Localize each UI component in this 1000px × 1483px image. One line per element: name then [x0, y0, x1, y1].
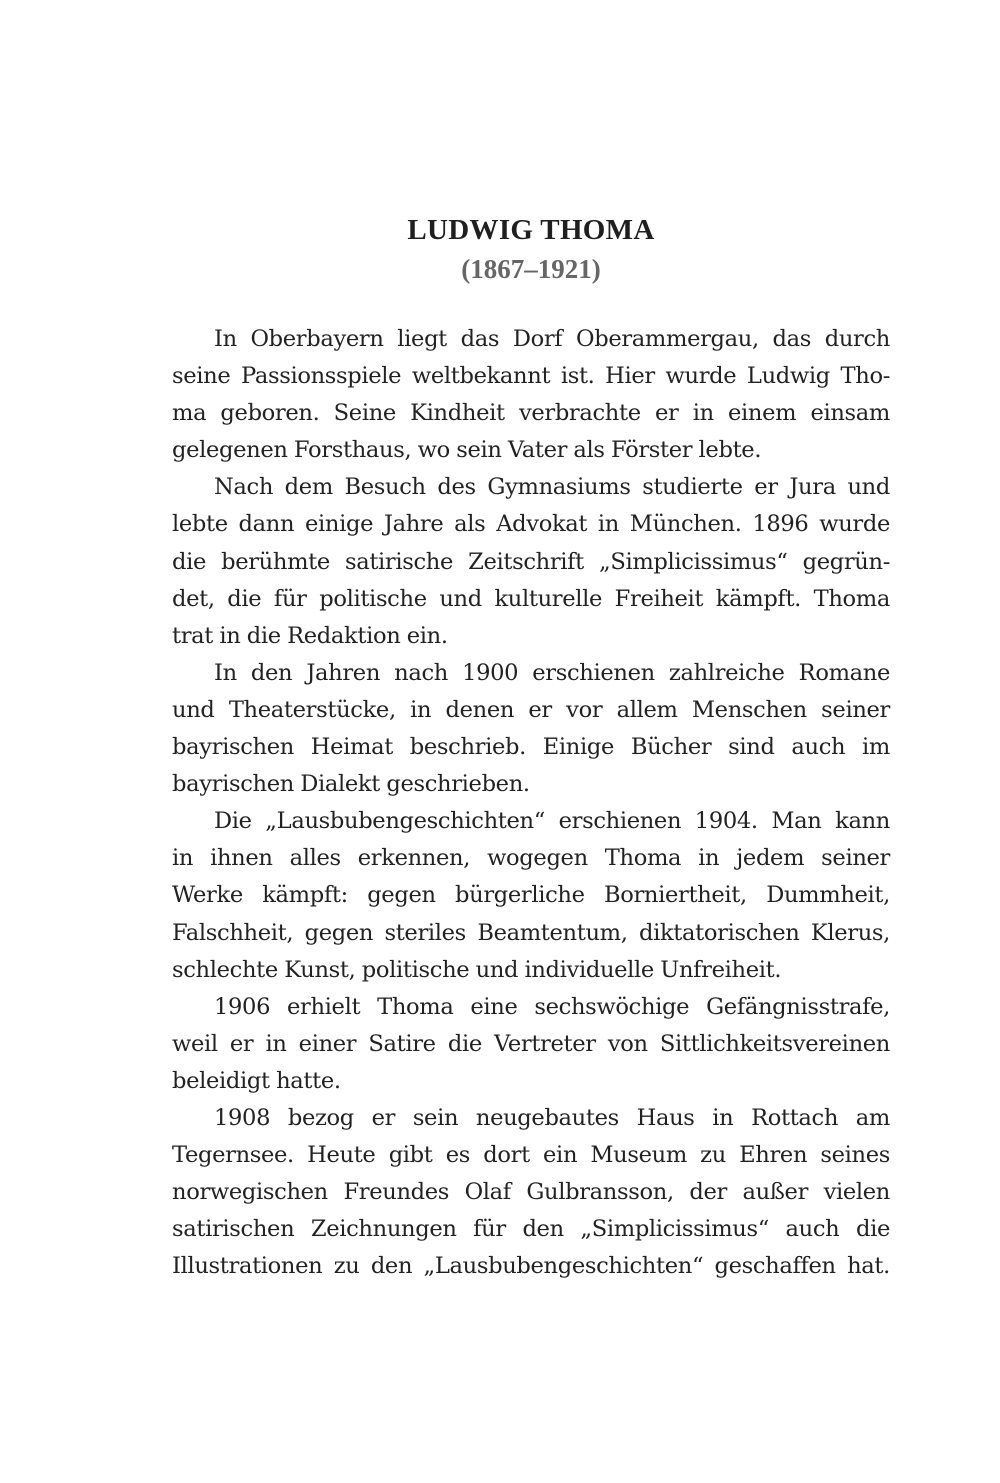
text-line: In den Jahren nach 1900 erschienen zahlreiche Romane [214, 659, 890, 686]
text-line: schlechte Kunst, politische und individuelle Unfreiheit. [172, 956, 782, 983]
text-line: norwegischen Freundes Olaf Gulbransson, der außer vielen [172, 1179, 890, 1206]
text-line: trat in die Redaktion ein. [172, 622, 448, 649]
paragraph-3 [172, 655, 890, 803]
text-line: satirischen Zeichnungen für den „Simplicissimus“ auch die [172, 1216, 890, 1243]
text-line: lebte dann einige Jahre als Advokat in München. 1896 wurde [172, 511, 890, 538]
text-line: Werke kämpft: gegen bürgerliche Borniertheit, Dummheit, [172, 882, 890, 909]
text-line: gelegenen Forsthaus, wo sein Vater als Förster lebte. [172, 437, 762, 464]
text-line: bayrischen Dialekt geschrieben. [172, 771, 530, 798]
paragraph-4 [172, 803, 890, 988]
text-line: Tegernsee. Heute gibt es dort ein Museum zu Ehren seines [172, 1142, 890, 1169]
text-line: Nach dem Besuch des Gymnasiums studierte er Jura und [214, 474, 890, 501]
text-line: 1906 erhielt Thoma eine sechswöchige Gefängnisstrafe, [214, 993, 890, 1020]
text-line: und Theaterstücke, in denen er vor allem Menschen seiner [172, 696, 890, 723]
text-line: ma geboren. Seine Kindheit verbrachte er in einem einsam [172, 400, 890, 427]
text-line: det, die für politische und kulturelle Freiheit kämpft. Thoma [172, 585, 890, 612]
page-title: LUDWIG THOMA [407, 214, 655, 246]
text-line: in ihnen alles erkennen, wogegen Thoma in jedem seiner [172, 845, 890, 872]
text-line: beleidigt hatte. [172, 1067, 341, 1094]
paragraph-6 [172, 1100, 890, 1285]
text-line: seine Passionsspiele weltbekannt ist. Hier wurde Ludwig Tho- [172, 363, 890, 390]
text-line: Illustrationen zu den „Lausbubengeschichten“ geschaffen hat. [172, 1253, 890, 1280]
paragraph-2 [172, 469, 890, 654]
text-line: Die „Lausbubengeschichten“ erschienen 1904. Man kann [214, 808, 890, 835]
text-line: weil er in einer Satire die Vertreter von Sittlichkeitsvereinen [172, 1030, 890, 1057]
paragraph-1 [172, 321, 890, 469]
text-line: In Oberbayern liegt das Dorf Oberammergau, das durch [214, 326, 890, 352]
text-line: bayrischen Heimat beschrieb. Einige Bücher sind auch im [172, 734, 890, 761]
text-line: 1908 bezog er sein neugebautes Haus in Rottach am [214, 1104, 890, 1131]
paragraph-5 [172, 989, 890, 1100]
text-line: Falschheit, gegen steriles Beamtentum, diktatorischen Klerus, [172, 919, 890, 946]
life-dates: (1867–1921) [461, 254, 601, 284]
text-line: die berühmte satirische Zeitschrift „Simplicissimus“ gegrün- [172, 548, 890, 575]
body-text [172, 321, 890, 1285]
